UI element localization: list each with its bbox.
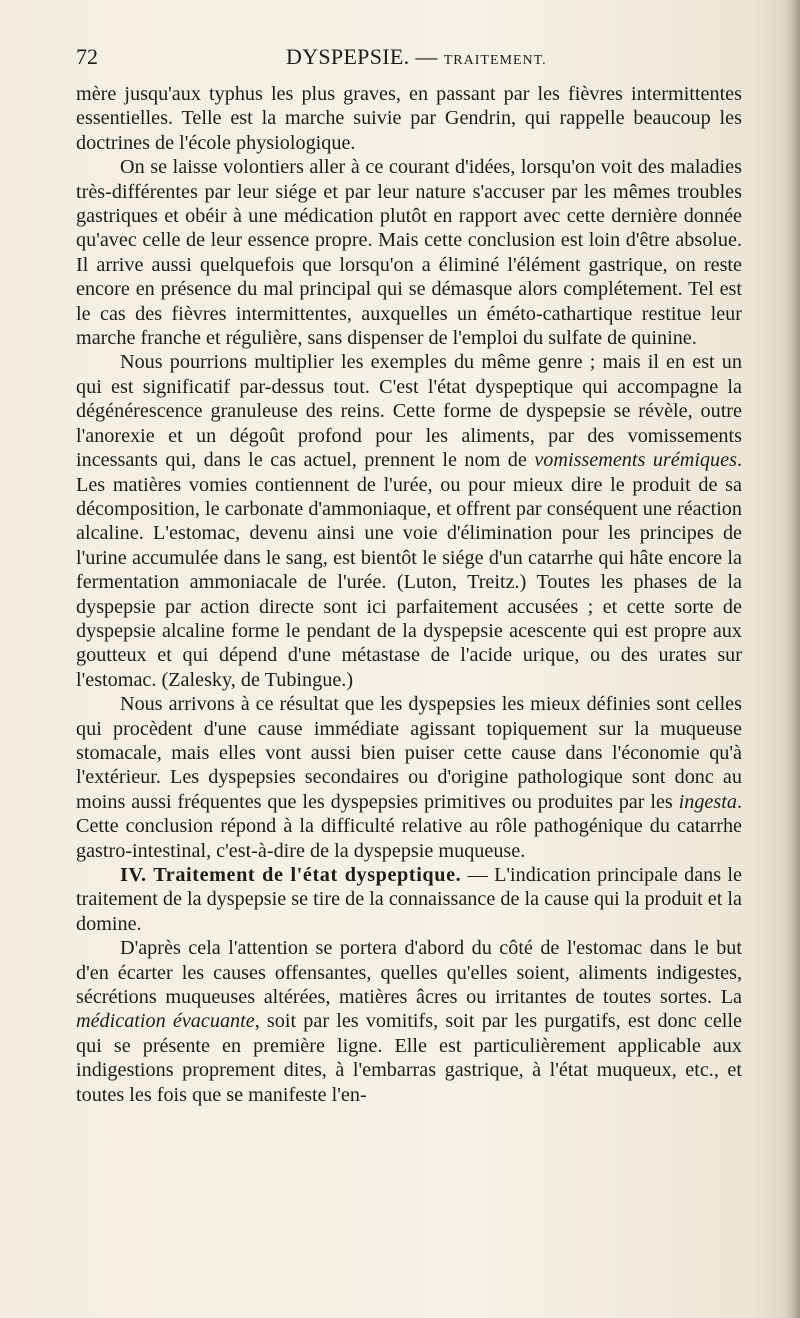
paragraph-1 [76,82,742,155]
paragraph-6-text-after: , soit par les vomitifs, soit par les purgatifs, est donc celle qui se présente en première ligne. Elle est particulièrement applicable aux indigestions proprement dites, à l'embarras gastrique, à l'état muqueux, etc., et toutes les fois que se manifeste l'en- [76,1010,742,1106]
running-title-sub: TRAITEMENT. [443,53,547,68]
paragraph-4-italic: ingesta [678,790,737,813]
paragraph-2-text: On se laisse volontiers aller à ce courant d'idées, lorsqu'on voit des maladies très-différentes par leur siége et par leur nature s'accuser par les mêmes troubles gastriques et obéir à une médication plutôt en rapport avec cette dernière donnée qu'avec celle de leur essence propre. Mais cette conclusion est loin d'être absolue. Il arrive aussi quelquefois que lorsqu'on a éliminé l'élément gastrique, on reste encore en présence du mal principal qui se démasque alors complétement. Tel est le cas des fièvres intermittentes, auxquelles un éméto-cathartique restitue leur marche franche et régulière, sans dispenser de l'emploi du sulfate de quinine. [76,156,742,350]
paragraph-3-text-before: Nous pourrions multiplier les exemples du même genre ; mais il en est un qui est significatif par-dessus tout. C'est l'état dyspeptique qui accompagne la dégénérescence granuleuse des reins. Cette forme de dyspepsie se révèle, outre l'anorexie et un dégoût profond pour les aliments, par des vomissements incessants qui, dans le cas actuel, prennent le nom de [76,351,742,472]
paragraph-3-text-after: . Les matières vomies contiennent de l'urée, ou pour mieux dire le produit de sa décomposition, le carbonate d'ammoniaque, et offrent par conséquent une réaction alcaline. L'estomac, devenu ainsi une voie d'élimination pour les principes de l'urine accumulée dans le sang, est bientôt le siége d'un catarrhe qui hâte encore la fermentation ammoniacale de l'urée. (Luton, Treitz.) Toutes les phases de la dyspepsie par action directe sont ici parfaitement accusées ; et cette sorte de dyspepsie alcaline forme le pendant de la dyspepsie acescente qui est propre aux goutteux et qui dépend d'une métastase de l'acide urique, ou des urates sur l'estomac. (Zalesky, de Tubingue.) [76,449,742,691]
running-title [286,44,547,70]
paragraph-1-text: mère jusqu'aux typhus les plus graves, en passant par les fièvres intermittentes essentielles. Telle est la marche suivie par Gendrin, qui rappelle beaucoup les doctrines de l'école physiologique. [76,83,742,154]
paragraph-6-italic: médication évacuante [76,1010,255,1033]
page-spine-shadow [784,0,800,1318]
paragraph-3-italic: vomissements urémiques [534,449,737,472]
paragraph-4 [76,692,742,863]
body-text [76,82,742,1107]
paragraph-4-text-after: . Cette conclusion répond à la difficulté relative au rôle pathogénique du catarrhe gastro-intestinal, c'est-à-dire de la dyspepsie muqueuse. [76,790,742,862]
running-header [76,44,746,74]
paragraph-5 [76,863,742,936]
running-title-dash: — [415,44,438,69]
paragraph-5-text-after: — L'indication principale dans le traitement de la dyspepsie se tire de la connaissance de la cause qui la produit et la domine. [76,864,742,935]
section-heading: IV. Traitement de l'état dyspeptique. [120,864,462,886]
paragraph-4-text-before: Nous arrivons à ce résultat que les dyspepsies les mieux définies sont celles qui procèdent d'une cause immédiate agissant topiquement sur la muqueuse stomacale, mais elles vont aussi bien puiser cette cause dans l'économie qu'à l'extérieur. Les dyspepsies secondaires ou d'origine pathologique sont donc au moins aussi fréquentes que les dyspepsies primitives ou produites par les [76,693,742,813]
paragraph-3 [76,350,742,692]
paragraph-2 [76,155,742,350]
running-title-main: DYSPEPSIE. [286,44,410,69]
page-number: 72 [76,44,98,69]
paragraph-6 [76,936,742,1107]
paragraph-6-text-before: D'après cela l'attention se portera d'abord du côté de l'estomac dans le but d'en écarter les causes offensantes, quelles qu'elles soient, aliments indigestes, sécrétions muqueuses altérées, matières âcres ou irritantes de toutes sortes. La [76,937,742,1009]
